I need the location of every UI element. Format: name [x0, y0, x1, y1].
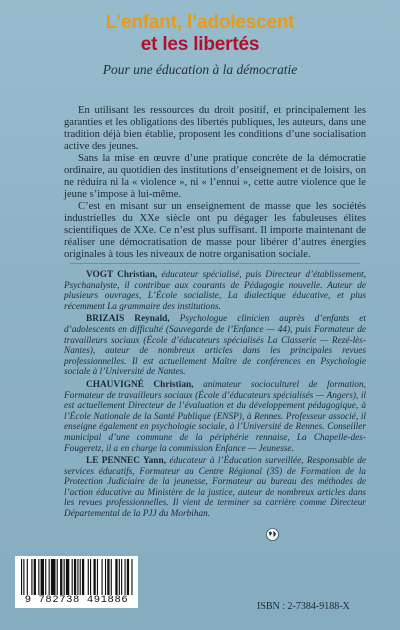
barcode-bar [121, 559, 122, 595]
author-name: CHAUVIGNÉ Christian, [86, 379, 194, 390]
barcode-bar [27, 559, 28, 595]
title-block [0, 12, 400, 78]
author-description: Psychologue clinicien auprès d’enfants et d’adolescents en difficulté (Sauvegarde de l’Enfance — 44), puis Formateur de travailleurs sociaux (École d’éducateurs spécialisés La Classerie — Rezé-lès-Nantes), auteur de nombreux articles dans les principales revues professionnelles. Il est actuellement Maître de conférences en Psychologie sociale à l’Université de Nantes. [64, 314, 366, 378]
barcode-bar [80, 559, 81, 595]
author-description: éducateur spécialisé, puis Directeur d’établissement, Psychanalyste, il contribue aux courants de Pédagogie nouvelle. Auteur de plusieurs ouvrages, L’École socialiste, La dialectique éducative, et plus récemment La grammaire des institutions. [64, 270, 367, 312]
barcode-bar [34, 559, 36, 595]
author-name: BRIZAIS Reynald, [86, 314, 170, 325]
author-description: éducateur à l’Éducation surveillée, Responsable de services éducatifs, Formateur au Centre Régional (35) de Formation de la Protection Judiciaire de la jeunesse, Formateur au bureau des méthodes de l’action éducative au Ministère de la justice, auteur de nombreux articles dans les revues professionnelles. Il vient de terminer sa carrière comme Directeur Départemental de la PJJ du Morbihan. [64, 456, 366, 520]
barcode-bar [105, 559, 106, 595]
barcode-bar [102, 559, 103, 595]
barcode-bar [60, 559, 62, 595]
barcode-bar [23, 559, 24, 595]
barcode-number: 9 782738 491886 [24, 594, 129, 606]
author-bio [64, 314, 366, 378]
blurb-paragraph-1: En utilisant les ressources du droit positif, et principalement les garanties et les obligations des libertés publiques, les auteurs, dans une tradition déjà bien établie, proposent les conditions d’une socialisation active des jeunes. [64, 105, 366, 152]
barcode-bar [107, 559, 109, 595]
barcode-bar [131, 559, 132, 595]
barcode-bar [119, 559, 120, 595]
author-description: animateur socioculturel de formation, Formateur de travailleurs sociaux (École d’éducateurs spécialisés — Angers), il est actuellement Directeur de l’évaluation et du développement pédagogique, à l’École Nationale de la Santé Publique (ENSP), à Rennes. Professeur associé, il enseigne également en psychologie sociale, à l’Université de Rennes. Conseiller municipal d’une commune de la périphérie rennaise, La Chapelle-des-Fougeretz, il a en charge la commission Enfance — Jeunesse. [64, 379, 366, 454]
author-name: LE PENNEC Yann, [86, 456, 166, 467]
barcode-bar [41, 559, 44, 595]
author-bio [64, 456, 366, 520]
barcode-bar [115, 559, 117, 595]
barcode-bar [125, 559, 126, 595]
author-bios [64, 270, 366, 522]
barcode-bar [49, 559, 50, 595]
blurb-paragraph-2: Sans la mise en œuvre d’une pratique concrète de la démocratie ordinaire, au quotidien des institutions d’enseignement et de loisirs, on ne réduira ni la « violence », ni « l’ennui », cette autre violence que le jeune s’impose à lui-même. [64, 153, 366, 200]
blurb [64, 105, 366, 261]
author-bio [64, 380, 366, 454]
section-divider [70, 263, 360, 264]
barcode-bar [31, 559, 32, 595]
barcode-bar [72, 559, 73, 595]
barcode-bar [77, 559, 78, 595]
book-subtitle: Pour une éducation à la démocratie [102, 62, 298, 77]
barcode-bar [64, 559, 65, 595]
barcode-bar [21, 559, 22, 595]
barcode-bar [74, 559, 76, 595]
barcode-bar [38, 559, 39, 595]
book-title-line-1: L’enfant, l’adolescent [105, 12, 295, 33]
barcode-bar [82, 559, 84, 595]
barcode-bar [51, 559, 56, 595]
author-name: VOGT Christian, [86, 270, 158, 280]
barcode-bar [57, 559, 58, 595]
barcode-bar [97, 559, 98, 595]
barcode-bar [88, 559, 89, 595]
barcode-bar [93, 559, 95, 595]
barcode-bars [19, 559, 134, 595]
barcode-bar [90, 559, 91, 595]
book-title-line-2: et les libertés [140, 34, 260, 55]
isbn: ISBN : 2-7384-9188-X [257, 601, 350, 612]
blurb-paragraph-3: C’est en misant sur un enseignement de masse que les sociétés industrielles du XXe siècle ont pu dégager les fabuleuses élites scientifiques de XXe. Ce n’est plus suffisant. Il importe maintenant de réaliser une démocratisation de masse pour libérer d’autres énergies originales à tous les niveaux de notre organisation sociale. [64, 201, 366, 260]
barcode-bar [127, 559, 129, 595]
barcode-bar [66, 559, 69, 595]
barcode-bar [45, 559, 46, 595]
author-bio [64, 270, 366, 312]
barcode [15, 556, 138, 608]
globe-icon [266, 528, 279, 541]
barcode-bar [111, 559, 112, 595]
